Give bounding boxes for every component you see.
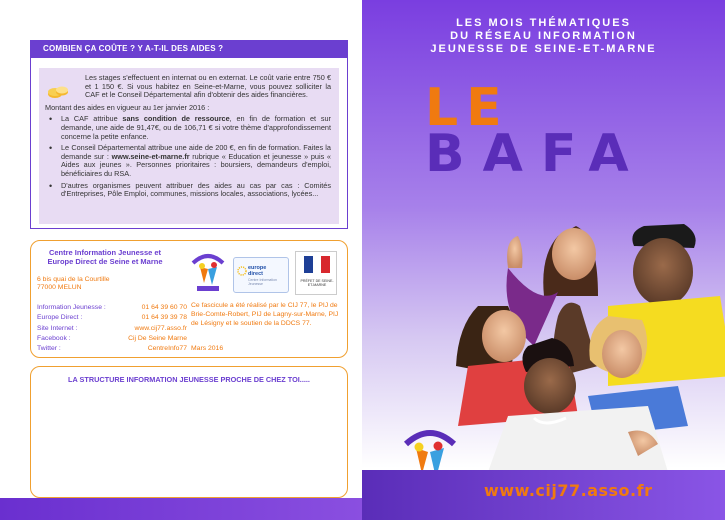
contact-row: Facebook : Cij De Seine Marne bbox=[37, 334, 187, 342]
footer-bar bbox=[0, 498, 362, 520]
europe-direct-logo: europe direct Centre Information Jeunesse bbox=[233, 257, 289, 293]
cij77-logo-icon bbox=[189, 249, 227, 293]
aid-item-departement: • Le Conseil Départemental attribue une aide de 200 €, en fin de formation. Faites la demande sur : www.seine-et-marne.fr rubrique « Education et jeunesse » puis « Aides aux jeunes ». Personnes prioritaires : boursiers, demandeurs d'emploi, bénéficiaires du RSA. bbox=[45, 144, 331, 178]
series-title: LES MOIS THÉMATIQUES DU RÉSEAU INFORMATION JEUNESSE DE SEINE-ET-MARNE bbox=[430, 17, 657, 55]
aid-amount-heading: Montant des aides en vigueur au 1er janvier 2016 : bbox=[45, 102, 210, 112]
aid-item-caf: • La CAF attribue sans condition de ressource, en fin de formation et sur demande, une aide de 91,47€, ou de 106,71 € si votre thème d'approfondissement concerne la petite enfance. bbox=[45, 115, 331, 141]
prefet-logo: PRÉFET DE SEINE-ET-MARNE bbox=[295, 251, 337, 295]
back-panel bbox=[0, 0, 362, 520]
contact-row: Europe Direct : 01 64 39 39 78 bbox=[37, 314, 187, 322]
young-people-photo bbox=[448, 196, 725, 472]
aid-item-others: • D'autres organismes peuvent attribuer des aides au cas par cas : Comités d'Entreprises, Pôle Emploi, communes, missions locales, associations, lycées... bbox=[45, 182, 331, 199]
cij-contact-box bbox=[30, 240, 348, 358]
contact-row: Site Internet : www.cij77.asso.fr bbox=[37, 324, 187, 332]
cover-title-bafa: BAFA bbox=[425, 124, 647, 184]
cost-section-header: COMBIEN ÇA COÛTE ? Y A-T-IL DES AIDES ? bbox=[30, 40, 348, 57]
cover-panel bbox=[362, 0, 725, 520]
coins-icon bbox=[47, 84, 69, 100]
publication-date: Mars 2016 bbox=[191, 345, 224, 352]
aid-list bbox=[45, 115, 331, 198]
local-structure-box bbox=[30, 366, 348, 498]
french-flag-icon bbox=[304, 256, 330, 273]
cost-section bbox=[30, 57, 348, 229]
credits-note: Ce fascicule a été réalisé par le CIJ 77, le PIJ de Brie-Comte-Robert, PIJ de Lagny-sur-Marne, PIJ de Lésigny et le soutien de la DDCS 77. bbox=[191, 302, 339, 327]
contact-row: Twitter : CentreInfo77 bbox=[37, 345, 187, 353]
cover-title-le: LE bbox=[425, 78, 510, 138]
cost-content bbox=[39, 68, 339, 224]
cost-intro: Les stages s'effectuent en internat ou en externat. Le coût varie entre 750 € et 1 150 €. Si vous habitez en Seine-et-Marne, vous pouvez solliciter la CAF et le Conseil Départemental afin d'obtenir des aides financières. bbox=[85, 73, 331, 100]
eu-stars-icon bbox=[237, 266, 247, 276]
contact-row: Information Jeunesse : 01 64 39 60 70 bbox=[37, 304, 187, 311]
cij-address: 6 bis quai de la Courtille 77000 MELUN bbox=[37, 276, 110, 291]
website-link[interactable]: www.cij77.asso.fr bbox=[484, 481, 653, 500]
contact-list bbox=[37, 303, 187, 354]
cij-title: Centre Information Jeunesse et Europe Direct de Seine et Marne bbox=[47, 248, 163, 266]
local-structure-title: LA STRUCTURE INFORMATION JEUNESSE PROCHE DE CHEZ TOI..... bbox=[68, 375, 310, 384]
